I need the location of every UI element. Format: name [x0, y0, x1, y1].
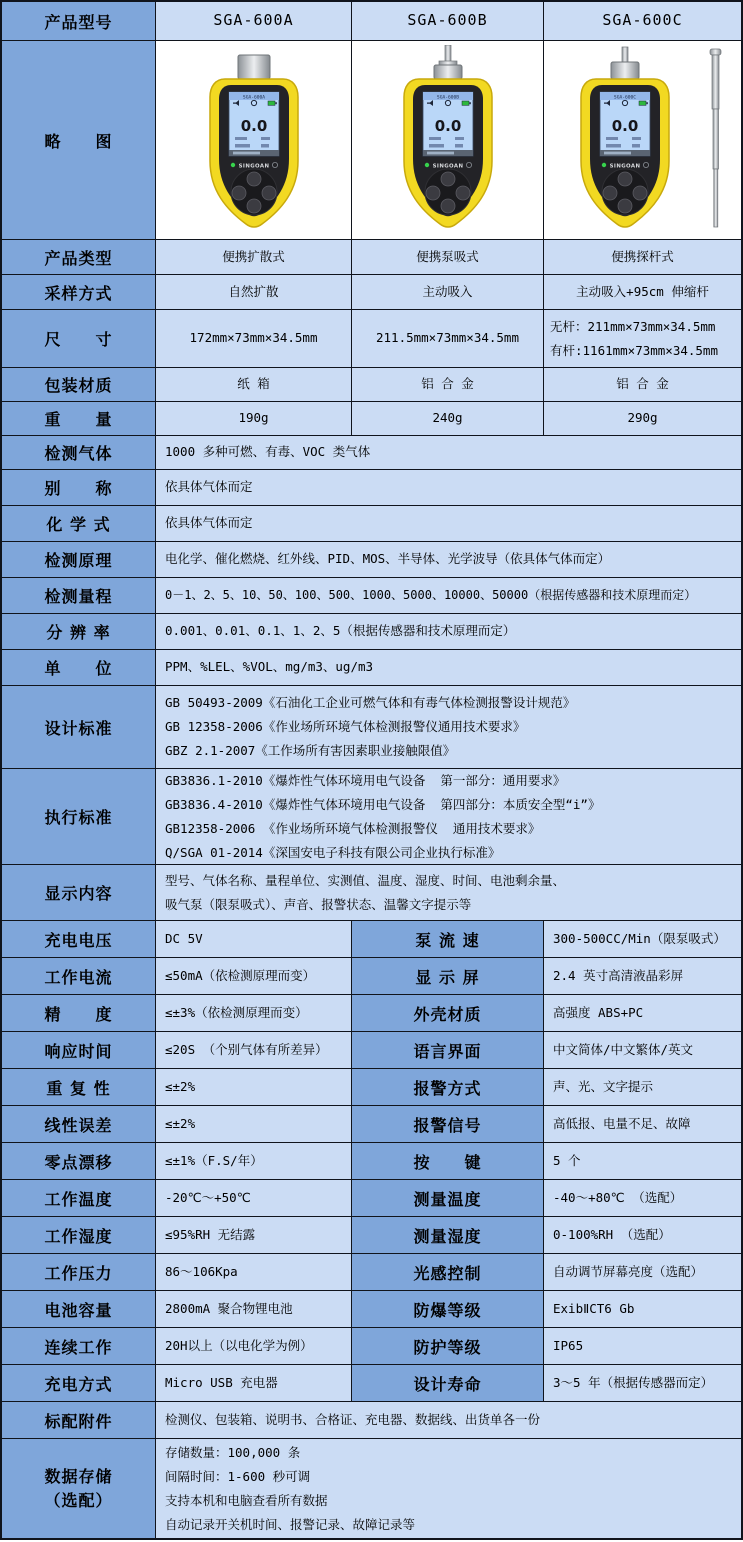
- row-label: 报警方式: [352, 1069, 543, 1105]
- spec-value-b: 240g: [352, 402, 543, 435]
- spec-value: ≤±3%（依检测原理而变）: [156, 995, 351, 1031]
- right-button: [456, 186, 470, 200]
- battery-icon: [639, 101, 646, 105]
- row-label: 单 位: [2, 650, 155, 685]
- standard-line: Q/SGA 01-2014《深国安电子科技有限公司企业执行标准》: [165, 844, 501, 860]
- standard-line: GB3836.1-2010《爆炸性气体环境用电气设备 第一部分：通用要求》: [165, 772, 566, 788]
- row-label: 光感控制: [352, 1254, 543, 1290]
- model-name-b: SGA-600B: [352, 2, 543, 40]
- standard-line: GBZ 2.1-2007《工作场所有害因素职业接触限值》: [165, 743, 456, 758]
- pump-probe: [622, 47, 628, 62]
- spec-value: 300-500CC/Min（限泵吸式）: [544, 921, 741, 957]
- spec-value: 86～106Kpa: [156, 1254, 351, 1290]
- row-label: 响应时间: [2, 1032, 155, 1068]
- row-label: 重 量: [2, 402, 155, 435]
- row-working-pressure-light-control: [2, 1254, 741, 1290]
- left-button: [603, 186, 617, 200]
- spec-value: ≤±1%（F.S/年）: [156, 1143, 351, 1179]
- row-detection-principle: [2, 542, 741, 577]
- left-button: [232, 186, 246, 200]
- row-execution-standards: [2, 769, 741, 864]
- menu-button: [441, 172, 455, 186]
- row-chemical-formula: [2, 506, 741, 541]
- spec-value-a: 便携扩散式: [156, 240, 351, 274]
- row-data-storage: [2, 1439, 741, 1538]
- spec-value-c: 290g: [544, 402, 741, 435]
- row-label-line: （选配）: [44, 1490, 113, 1510]
- spec-value: 3～5 年（根据传感器而定）: [544, 1365, 741, 1401]
- brand-text: SINGOAN: [238, 163, 269, 170]
- spec-value-c: 主动吸入+95cm 伸缩杆: [544, 275, 741, 309]
- device-photo-b: [352, 41, 543, 239]
- spec-value-a: 172mm×73mm×34.5mm: [156, 310, 351, 367]
- model-name-a: SGA-600A: [156, 2, 351, 40]
- spec-value: ≤95%RH 无结露: [156, 1217, 351, 1253]
- spec-value: IP65: [544, 1328, 741, 1364]
- dimension-line: 无杆：211mm×73mm×34.5mm: [550, 318, 716, 334]
- menu-button: [618, 172, 632, 186]
- spec-value: Micro USB 充电器: [156, 1365, 351, 1401]
- standard-line: GB12358-2006 《作业场所环境气体检测报警仪 通用技术要求》: [165, 820, 541, 836]
- row-label: 采样方式: [2, 275, 155, 309]
- row-detection-range: [2, 578, 741, 613]
- row-label: 标配附件: [2, 1402, 155, 1438]
- brand-text: SINGOAN: [432, 163, 463, 170]
- spec-value: ExibⅡCT6 Gb: [544, 1291, 741, 1327]
- row-charging-method-design-life: [2, 1365, 741, 1401]
- spec-value-c: [544, 310, 741, 367]
- enter-button: [441, 199, 455, 213]
- spec-value-b: 211.5mm×73mm×34.5mm: [352, 310, 543, 367]
- display-content-line: 吸气泵（限泵吸式）、声音、报警状态、温馨文字提示等: [165, 896, 472, 912]
- spec-value: 5 个: [544, 1143, 741, 1179]
- row-battery-explosionproof: [2, 1291, 741, 1327]
- enter-button: [618, 199, 632, 213]
- row-detected-gas: [2, 436, 741, 469]
- led-indicator: [601, 163, 605, 167]
- row-label: 电池容量: [2, 1291, 155, 1327]
- gas-detector-c-illustration: [550, 45, 736, 235]
- display-content-line: 型号、气体名称、量程单位、实测值、温度、湿度、时间、电池剩余量、: [165, 872, 566, 888]
- row-label: 外壳材质: [352, 995, 543, 1031]
- screen-model-text: SGA-600A: [242, 95, 265, 101]
- spec-value: ≤20S （个别气体有所差异）: [156, 1032, 351, 1068]
- row-dimensions: [2, 310, 741, 367]
- row-label: 零点漂移: [2, 1143, 155, 1179]
- battery-icon: [268, 101, 275, 105]
- row-label-product-model: 产品型号: [2, 2, 155, 40]
- row-product-type: [2, 240, 741, 274]
- row-label-line: 数据存储: [44, 1466, 113, 1486]
- standard-line: GB 50493-2009《石油化工企业可燃气体和有毒气体检测报警设计规范》: [165, 695, 576, 710]
- spec-value: -40～+80℃ （选配）: [544, 1180, 741, 1216]
- spec-value: 1000 多种可燃、有毒、VOC 类气体: [156, 436, 741, 469]
- row-packaging: [2, 368, 741, 401]
- row-accuracy-shell-material: [2, 995, 741, 1031]
- spec-value: 检测仪、包装箱、说明书、合格证、充电器、数据线、出货单各一份: [156, 1402, 741, 1438]
- row-working-temp-measure-temp: [2, 1180, 741, 1216]
- row-standard-accessories: [2, 1402, 741, 1438]
- spec-value: [156, 865, 741, 920]
- row-sketch: [2, 41, 741, 239]
- screen-reading: 0.0: [611, 117, 638, 135]
- row-label: 产品类型: [2, 240, 155, 274]
- spec-value: 中文简体/中文繁体/英文: [544, 1032, 741, 1068]
- spec-value: -20℃～+50℃: [156, 1180, 351, 1216]
- spec-value: DC 5V: [156, 921, 351, 957]
- spec-value: ≤50mA（依检测原理而变）: [156, 958, 351, 994]
- spec-value: PPM、%LEL、%VOL、mg/m3、ug/m3: [156, 650, 741, 685]
- row-working-current-display: [2, 958, 741, 994]
- led-indicator: [424, 163, 428, 167]
- screen-model-text: SGA-600B: [436, 95, 459, 101]
- right-button: [262, 186, 276, 200]
- row-label: 工作电流: [2, 958, 155, 994]
- row-label: 防爆等级: [352, 1291, 543, 1327]
- row-repeatability-alarm-mode: [2, 1069, 741, 1105]
- row-label: 工作压力: [2, 1254, 155, 1290]
- screen-reading: 0.0: [434, 117, 461, 135]
- row-label: 检测量程: [2, 578, 155, 613]
- spec-value: 依具体气体而定: [156, 506, 741, 541]
- sensor-cap: [238, 55, 270, 79]
- row-weight: [2, 402, 741, 435]
- row-label: 测量湿度: [352, 1217, 543, 1253]
- row-label: 工作湿度: [2, 1217, 155, 1253]
- row-label: 充电电压: [2, 921, 155, 957]
- spec-value-a: 纸 箱: [156, 368, 351, 401]
- spec-value: 0.001、0.01、0.1、1、2、5（根据传感器和技术原理而定）: [156, 614, 741, 649]
- row-alias: [2, 470, 741, 505]
- spec-value-a: 自然扩散: [156, 275, 351, 309]
- spec-value: 0-100%RH （选配）: [544, 1217, 741, 1253]
- spec-value: 0－1、2、5、10、50、100、500、1000、5000、10000、50000（根据传感器和技术原理而定）: [156, 578, 741, 613]
- menu-button: [247, 172, 261, 186]
- dimension-line: 有杆:1161mm×73mm×34.5mm: [550, 342, 718, 358]
- enter-button: [247, 199, 261, 213]
- spec-value-b: 便携泵吸式: [352, 240, 543, 274]
- spec-value: 依具体气体而定: [156, 470, 741, 505]
- row-product-model: [2, 2, 741, 40]
- spec-value-c: 铝 合 金: [544, 368, 741, 401]
- row-label: 防护等级: [352, 1328, 543, 1364]
- row-label: [2, 1439, 155, 1538]
- spec-value: ≤±2%: [156, 1106, 351, 1142]
- row-label: 充电方式: [2, 1365, 155, 1401]
- row-label: 执行标准: [2, 769, 155, 864]
- row-response-time-language: [2, 1032, 741, 1068]
- battery-icon: [462, 101, 469, 105]
- row-label: 包装材质: [2, 368, 155, 401]
- row-label: 分 辨 率: [2, 614, 155, 649]
- row-label: 按 键: [352, 1143, 543, 1179]
- row-linearity-alarm-signal: [2, 1106, 741, 1142]
- model-name-c: SGA-600C: [544, 2, 741, 40]
- row-label: 报警信号: [352, 1106, 543, 1142]
- row-display-content: [2, 865, 741, 920]
- spec-value: 2800mA 聚合物锂电池: [156, 1291, 351, 1327]
- gas-detector-b-illustration: [373, 45, 523, 235]
- row-label: 设计标准: [2, 686, 155, 768]
- telescopic-rod: [710, 49, 721, 227]
- row-label-sketch: 略 图: [2, 41, 155, 239]
- spec-value-a: 190g: [156, 402, 351, 435]
- spec-value-b: 铝 合 金: [352, 368, 543, 401]
- row-charge-voltage-pump-flow: [2, 921, 741, 957]
- spec-value-c: 便携探杆式: [544, 240, 741, 274]
- row-label: 测量温度: [352, 1180, 543, 1216]
- row-working-humidity-measure-humidity: [2, 1217, 741, 1253]
- row-label: 设计寿命: [352, 1365, 543, 1401]
- storage-line: 支持本机和电脑查看所有数据: [165, 1492, 328, 1508]
- pump-probe: [445, 45, 451, 62]
- row-continuous-work-protection: [2, 1328, 741, 1364]
- spec-value: 高低报、电量不足、故障: [544, 1106, 741, 1142]
- right-button: [633, 186, 647, 200]
- device-photo-c: [544, 41, 741, 239]
- row-label: 别 称: [2, 470, 155, 505]
- screen-reading: 0.0: [240, 117, 267, 135]
- row-sampling-method: [2, 275, 741, 309]
- sensor-cap: [434, 65, 462, 79]
- standard-line: GB 12358-2006《作业场所环境气体检测报警仪通用技术要求》: [165, 719, 526, 734]
- device-photo-a: [156, 41, 351, 239]
- spec-value: 自动调节屏幕亮度（选配）: [544, 1254, 741, 1290]
- row-units: [2, 650, 741, 685]
- row-label: 尺 寸: [2, 310, 155, 367]
- spec-value: 2.4 英寸高清液晶彩屏: [544, 958, 741, 994]
- row-zero-drift-buttons: [2, 1143, 741, 1179]
- storage-line: 自动记录开关机时间、报警记录、故障记录等: [165, 1516, 416, 1532]
- brand-text: SINGOAN: [609, 163, 640, 170]
- row-label: 化 学 式: [2, 506, 155, 541]
- gas-detector-a-illustration: [179, 45, 329, 235]
- row-label: 精 度: [2, 995, 155, 1031]
- spec-value: [156, 769, 741, 864]
- row-design-standards: [2, 686, 741, 768]
- row-label: 工作温度: [2, 1180, 155, 1216]
- screen-model-text: SGA-600C: [613, 95, 636, 101]
- sensor-cap: [611, 62, 639, 79]
- spec-value: 20H以上（以电化学为例）: [156, 1328, 351, 1364]
- storage-line: 间隔时间：1-600 秒可调: [165, 1468, 311, 1484]
- storage-line: 存储数量：100,000 条: [165, 1444, 301, 1460]
- row-label: 重 复 性: [2, 1069, 155, 1105]
- row-resolution: [2, 614, 741, 649]
- spec-value-b: 主动吸入: [352, 275, 543, 309]
- spec-value: ≤±2%: [156, 1069, 351, 1105]
- left-button: [426, 186, 440, 200]
- led-indicator: [230, 163, 234, 167]
- row-label: 检测原理: [2, 542, 155, 577]
- spec-value: [156, 686, 741, 768]
- spec-value: 高强度 ABS+PC: [544, 995, 741, 1031]
- row-label: 连续工作: [2, 1328, 155, 1364]
- spec-value: [156, 1439, 741, 1538]
- standard-line: GB3836.4-2010《爆炸性气体环境用电气设备 第四部分：本质安全型“i”》: [165, 796, 601, 812]
- row-label: 线性误差: [2, 1106, 155, 1142]
- row-label: 显示内容: [2, 865, 155, 920]
- row-label: 检测气体: [2, 436, 155, 469]
- spec-value: 电化学、催化燃烧、红外线、PID、MOS、半导体、光学波导（依具体气体而定）: [156, 542, 741, 577]
- spec-value: 声、光、文字提示: [544, 1069, 741, 1105]
- row-label: 泵 流 速: [352, 921, 543, 957]
- row-label: 语言界面: [352, 1032, 543, 1068]
- row-label: 显 示 屏: [352, 958, 543, 994]
